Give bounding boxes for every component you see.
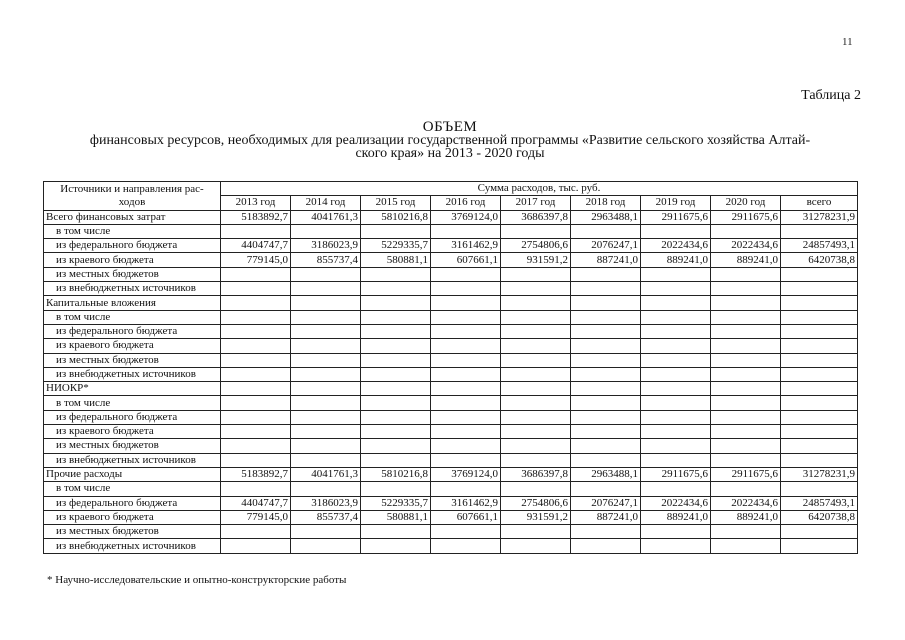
row-label: из внебюджетных источников <box>44 539 221 553</box>
row-label: из краевого бюджета <box>44 425 221 439</box>
value-cell <box>641 339 711 353</box>
value-cell: 2963488,1 <box>571 467 641 481</box>
value-cell <box>431 525 501 539</box>
value-cell <box>361 296 431 310</box>
value-cell <box>221 525 291 539</box>
row-label: Прочие расходы <box>44 467 221 481</box>
header-source-line1: Источники и направления рас- <box>60 182 204 195</box>
table-row <box>44 410 858 424</box>
value-cell <box>711 267 781 281</box>
value-cell: 6420738,8 <box>781 510 858 524</box>
financing-table <box>43 181 858 554</box>
value-cell <box>501 353 571 367</box>
value-cell <box>711 396 781 410</box>
value-cell <box>221 282 291 296</box>
value-cell <box>641 296 711 310</box>
table-row <box>44 324 858 338</box>
value-cell <box>571 439 641 453</box>
value-cell <box>291 324 361 338</box>
value-cell: 2076247,1 <box>571 496 641 510</box>
value-cell <box>711 525 781 539</box>
value-cell <box>431 296 501 310</box>
value-cell <box>361 453 431 467</box>
value-cell: 5183892,7 <box>221 467 291 481</box>
value-cell <box>221 425 291 439</box>
value-cell <box>221 367 291 381</box>
value-cell <box>501 324 571 338</box>
value-cell: 779145,0 <box>221 253 291 267</box>
value-cell <box>291 267 361 281</box>
row-label: Всего финансовых затрат <box>44 210 221 224</box>
value-cell: 4041761,3 <box>291 467 361 481</box>
value-cell <box>781 410 858 424</box>
value-cell <box>291 310 361 324</box>
value-cell <box>781 282 858 296</box>
value-cell <box>431 282 501 296</box>
value-cell <box>291 367 361 381</box>
value-cell <box>361 353 431 367</box>
table-row <box>44 224 858 238</box>
value-cell <box>711 353 781 367</box>
table-label: Таблица 2 <box>801 88 861 103</box>
value-cell <box>781 539 858 553</box>
value-cell <box>711 224 781 238</box>
value-cell: 4041761,3 <box>291 210 361 224</box>
value-cell <box>431 224 501 238</box>
value-cell <box>361 324 431 338</box>
value-cell <box>501 425 571 439</box>
value-cell <box>641 439 711 453</box>
row-label: в том числе <box>44 396 221 410</box>
table-row <box>44 539 858 553</box>
row-label: из федерального бюджета <box>44 324 221 338</box>
row-label: из внебюджетных источников <box>44 367 221 381</box>
value-cell: 5810216,8 <box>361 210 431 224</box>
value-cell: 6420738,8 <box>781 253 858 267</box>
row-label: из внебюджетных источников <box>44 453 221 467</box>
value-cell <box>641 353 711 367</box>
value-cell: 5183892,7 <box>221 210 291 224</box>
header-source-line2: ходов <box>118 195 146 208</box>
value-cell <box>781 439 858 453</box>
value-cell <box>361 482 431 496</box>
value-cell <box>431 267 501 281</box>
value-cell: 3161462,9 <box>431 239 501 253</box>
value-cell <box>291 382 361 396</box>
value-cell: 5229335,7 <box>361 239 431 253</box>
row-label: из федерального бюджета <box>44 410 221 424</box>
document-title <box>40 121 860 160</box>
header-year: 2019 год <box>641 196 711 210</box>
value-cell <box>361 267 431 281</box>
value-cell <box>361 310 431 324</box>
value-cell: 2911675,6 <box>641 210 711 224</box>
value-cell: 887241,0 <box>571 510 641 524</box>
value-cell: 2911675,6 <box>711 467 781 481</box>
value-cell: 2963488,1 <box>571 210 641 224</box>
value-cell: 889241,0 <box>641 253 711 267</box>
value-cell <box>361 224 431 238</box>
value-cell <box>711 282 781 296</box>
value-cell: 2754806,6 <box>501 496 571 510</box>
value-cell: 4404747,7 <box>221 239 291 253</box>
value-cell: 2022434,6 <box>711 239 781 253</box>
value-cell <box>431 425 501 439</box>
value-cell: 2022434,6 <box>711 496 781 510</box>
row-label: из местных бюджетов <box>44 353 221 367</box>
value-cell <box>431 539 501 553</box>
row-label: в том числе <box>44 224 221 238</box>
value-cell: 580881,1 <box>361 253 431 267</box>
header-source-cell <box>44 182 221 211</box>
value-cell <box>781 339 858 353</box>
value-cell <box>571 482 641 496</box>
value-cell <box>501 453 571 467</box>
row-label: из федерального бюджета <box>44 496 221 510</box>
table-row <box>44 525 858 539</box>
value-cell <box>781 382 858 396</box>
value-cell <box>361 410 431 424</box>
value-cell <box>641 396 711 410</box>
value-cell <box>291 396 361 410</box>
value-cell <box>781 396 858 410</box>
table-row <box>44 382 858 396</box>
value-cell <box>501 267 571 281</box>
value-cell <box>431 482 501 496</box>
value-cell: 3161462,9 <box>431 496 501 510</box>
value-cell <box>361 439 431 453</box>
value-cell <box>571 282 641 296</box>
table-row <box>44 353 858 367</box>
header-year-total: всего <box>781 196 858 210</box>
table-row <box>44 339 858 353</box>
value-cell: 24857493,1 <box>781 239 858 253</box>
value-cell <box>781 525 858 539</box>
row-label: в том числе <box>44 482 221 496</box>
value-cell <box>571 382 641 396</box>
row-label: из местных бюджетов <box>44 267 221 281</box>
value-cell: 855737,4 <box>291 253 361 267</box>
value-cell <box>431 367 501 381</box>
value-cell <box>571 425 641 439</box>
value-cell <box>221 339 291 353</box>
value-cell <box>571 353 641 367</box>
value-cell <box>501 367 571 381</box>
value-cell: 2754806,6 <box>501 239 571 253</box>
value-cell: 31278231,9 <box>781 210 858 224</box>
value-cell <box>711 410 781 424</box>
value-cell <box>291 482 361 496</box>
header-year: 2017 год <box>501 196 571 210</box>
value-cell <box>711 539 781 553</box>
table-row <box>44 210 858 224</box>
value-cell <box>501 482 571 496</box>
value-cell <box>641 367 711 381</box>
value-cell <box>501 382 571 396</box>
value-cell <box>361 367 431 381</box>
value-cell <box>291 339 361 353</box>
value-cell: 931591,2 <box>501 510 571 524</box>
row-label: из федерального бюджета <box>44 239 221 253</box>
value-cell: 24857493,1 <box>781 496 858 510</box>
value-cell <box>571 410 641 424</box>
value-cell <box>361 382 431 396</box>
value-cell <box>361 425 431 439</box>
value-cell <box>571 296 641 310</box>
value-cell <box>711 339 781 353</box>
row-label: Капитальные вложения <box>44 296 221 310</box>
header-year: 2013 год <box>221 196 291 210</box>
header-year: 2020 год <box>711 196 781 210</box>
value-cell <box>641 525 711 539</box>
footnote: * Научно-исследовательские и опытно-конструкторские работы <box>47 574 347 586</box>
value-cell <box>711 324 781 338</box>
page-number: 11 <box>842 36 853 48</box>
value-cell <box>781 324 858 338</box>
value-cell <box>221 353 291 367</box>
value-cell <box>221 224 291 238</box>
value-cell <box>571 324 641 338</box>
header-year: 2015 год <box>361 196 431 210</box>
value-cell <box>501 410 571 424</box>
value-cell <box>291 439 361 453</box>
value-cell: 4404747,7 <box>221 496 291 510</box>
value-cell <box>221 310 291 324</box>
value-cell <box>221 382 291 396</box>
value-cell: 580881,1 <box>361 510 431 524</box>
value-cell: 3686397,8 <box>501 210 571 224</box>
value-cell: 889241,0 <box>711 253 781 267</box>
value-cell: 3186023,9 <box>291 239 361 253</box>
value-cell: 2911675,6 <box>711 210 781 224</box>
value-cell <box>501 282 571 296</box>
value-cell <box>781 425 858 439</box>
value-cell <box>361 282 431 296</box>
value-cell <box>781 367 858 381</box>
value-cell <box>361 539 431 553</box>
value-cell <box>431 410 501 424</box>
value-cell <box>221 539 291 553</box>
value-cell <box>291 410 361 424</box>
value-cell <box>571 453 641 467</box>
value-cell <box>781 353 858 367</box>
header-year: 2014 год <box>291 196 361 210</box>
table-row <box>44 282 858 296</box>
table-row <box>44 267 858 281</box>
value-cell <box>781 267 858 281</box>
value-cell <box>781 224 858 238</box>
value-cell <box>431 353 501 367</box>
value-cell <box>571 267 641 281</box>
title-line-2: финансовых ресурсов, необходимых для реализации государственной программы «Развитие сельского хозяйства Алтай- <box>89 133 811 148</box>
value-cell <box>291 353 361 367</box>
header-sum-title: Сумма расходов, тыс. руб. <box>221 182 858 196</box>
value-cell <box>221 324 291 338</box>
value-cell <box>501 396 571 410</box>
value-cell <box>221 439 291 453</box>
table-row <box>44 253 858 267</box>
table-row <box>44 482 858 496</box>
value-cell <box>711 439 781 453</box>
value-cell: 3769124,0 <box>431 467 501 481</box>
table-row <box>44 310 858 324</box>
value-cell <box>221 482 291 496</box>
header-row-1 <box>44 182 858 196</box>
value-cell <box>781 310 858 324</box>
value-cell <box>571 367 641 381</box>
value-cell: 889241,0 <box>641 510 711 524</box>
value-cell <box>291 425 361 439</box>
value-cell <box>641 482 711 496</box>
value-cell <box>571 396 641 410</box>
value-cell: 607661,1 <box>431 510 501 524</box>
value-cell <box>711 382 781 396</box>
value-cell <box>501 296 571 310</box>
value-cell <box>711 482 781 496</box>
value-cell <box>431 339 501 353</box>
row-label: из местных бюджетов <box>44 525 221 539</box>
table-row <box>44 367 858 381</box>
value-cell: 3686397,8 <box>501 467 571 481</box>
value-cell <box>431 453 501 467</box>
value-cell <box>361 339 431 353</box>
value-cell <box>291 539 361 553</box>
value-cell <box>431 439 501 453</box>
value-cell: 855737,4 <box>291 510 361 524</box>
table-row <box>44 467 858 481</box>
row-label: из краевого бюджета <box>44 510 221 524</box>
value-cell <box>501 310 571 324</box>
value-cell: 3186023,9 <box>291 496 361 510</box>
value-cell <box>641 324 711 338</box>
value-cell <box>291 282 361 296</box>
value-cell <box>431 396 501 410</box>
value-cell <box>501 525 571 539</box>
value-cell <box>641 282 711 296</box>
value-cell: 31278231,9 <box>781 467 858 481</box>
table-row <box>44 439 858 453</box>
header-year: 2018 год <box>571 196 641 210</box>
value-cell <box>571 224 641 238</box>
table-row <box>44 239 858 253</box>
value-cell <box>641 224 711 238</box>
value-cell <box>361 525 431 539</box>
value-cell: 2022434,6 <box>641 239 711 253</box>
row-label: из краевого бюджета <box>44 253 221 267</box>
value-cell <box>291 224 361 238</box>
value-cell <box>641 310 711 324</box>
value-cell <box>221 396 291 410</box>
value-cell <box>501 339 571 353</box>
value-cell: 931591,2 <box>501 253 571 267</box>
value-cell <box>361 396 431 410</box>
value-cell: 2022434,6 <box>641 496 711 510</box>
table-body <box>44 182 858 554</box>
title-line-1: ОБЪЕМ <box>422 119 478 135</box>
value-cell <box>431 310 501 324</box>
value-cell <box>641 410 711 424</box>
value-cell <box>501 224 571 238</box>
value-cell <box>641 425 711 439</box>
value-cell: 779145,0 <box>221 510 291 524</box>
table-row <box>44 510 858 524</box>
table-row <box>44 453 858 467</box>
value-cell <box>571 525 641 539</box>
value-cell <box>641 539 711 553</box>
row-label: НИОКР* <box>44 382 221 396</box>
value-cell <box>291 525 361 539</box>
value-cell <box>431 324 501 338</box>
header-year: 2016 год <box>431 196 501 210</box>
value-cell <box>711 453 781 467</box>
value-cell <box>781 482 858 496</box>
value-cell <box>641 267 711 281</box>
value-cell: 5229335,7 <box>361 496 431 510</box>
value-cell <box>501 439 571 453</box>
value-cell <box>641 453 711 467</box>
value-cell <box>431 382 501 396</box>
value-cell <box>291 453 361 467</box>
value-cell <box>291 296 361 310</box>
table-row <box>44 425 858 439</box>
value-cell <box>711 367 781 381</box>
value-cell <box>711 310 781 324</box>
value-cell <box>781 296 858 310</box>
row-label: из местных бюджетов <box>44 439 221 453</box>
value-cell: 607661,1 <box>431 253 501 267</box>
value-cell <box>571 310 641 324</box>
table-row <box>44 496 858 510</box>
value-cell <box>571 339 641 353</box>
value-cell <box>711 296 781 310</box>
value-cell: 5810216,8 <box>361 467 431 481</box>
value-cell <box>711 425 781 439</box>
value-cell: 887241,0 <box>571 253 641 267</box>
title-line-3: ского края» на 2013 - 2020 годы <box>355 146 545 161</box>
value-cell <box>501 539 571 553</box>
row-label: из краевого бюджета <box>44 339 221 353</box>
row-label: из внебюджетных источников <box>44 282 221 296</box>
value-cell: 889241,0 <box>711 510 781 524</box>
value-cell <box>571 539 641 553</box>
row-label: в том числе <box>44 310 221 324</box>
value-cell: 2076247,1 <box>571 239 641 253</box>
table-row <box>44 296 858 310</box>
value-cell <box>641 382 711 396</box>
value-cell: 2911675,6 <box>641 467 711 481</box>
value-cell: 3769124,0 <box>431 210 501 224</box>
value-cell <box>221 296 291 310</box>
value-cell <box>221 453 291 467</box>
table-row <box>44 396 858 410</box>
value-cell <box>221 267 291 281</box>
value-cell <box>781 453 858 467</box>
value-cell <box>221 410 291 424</box>
